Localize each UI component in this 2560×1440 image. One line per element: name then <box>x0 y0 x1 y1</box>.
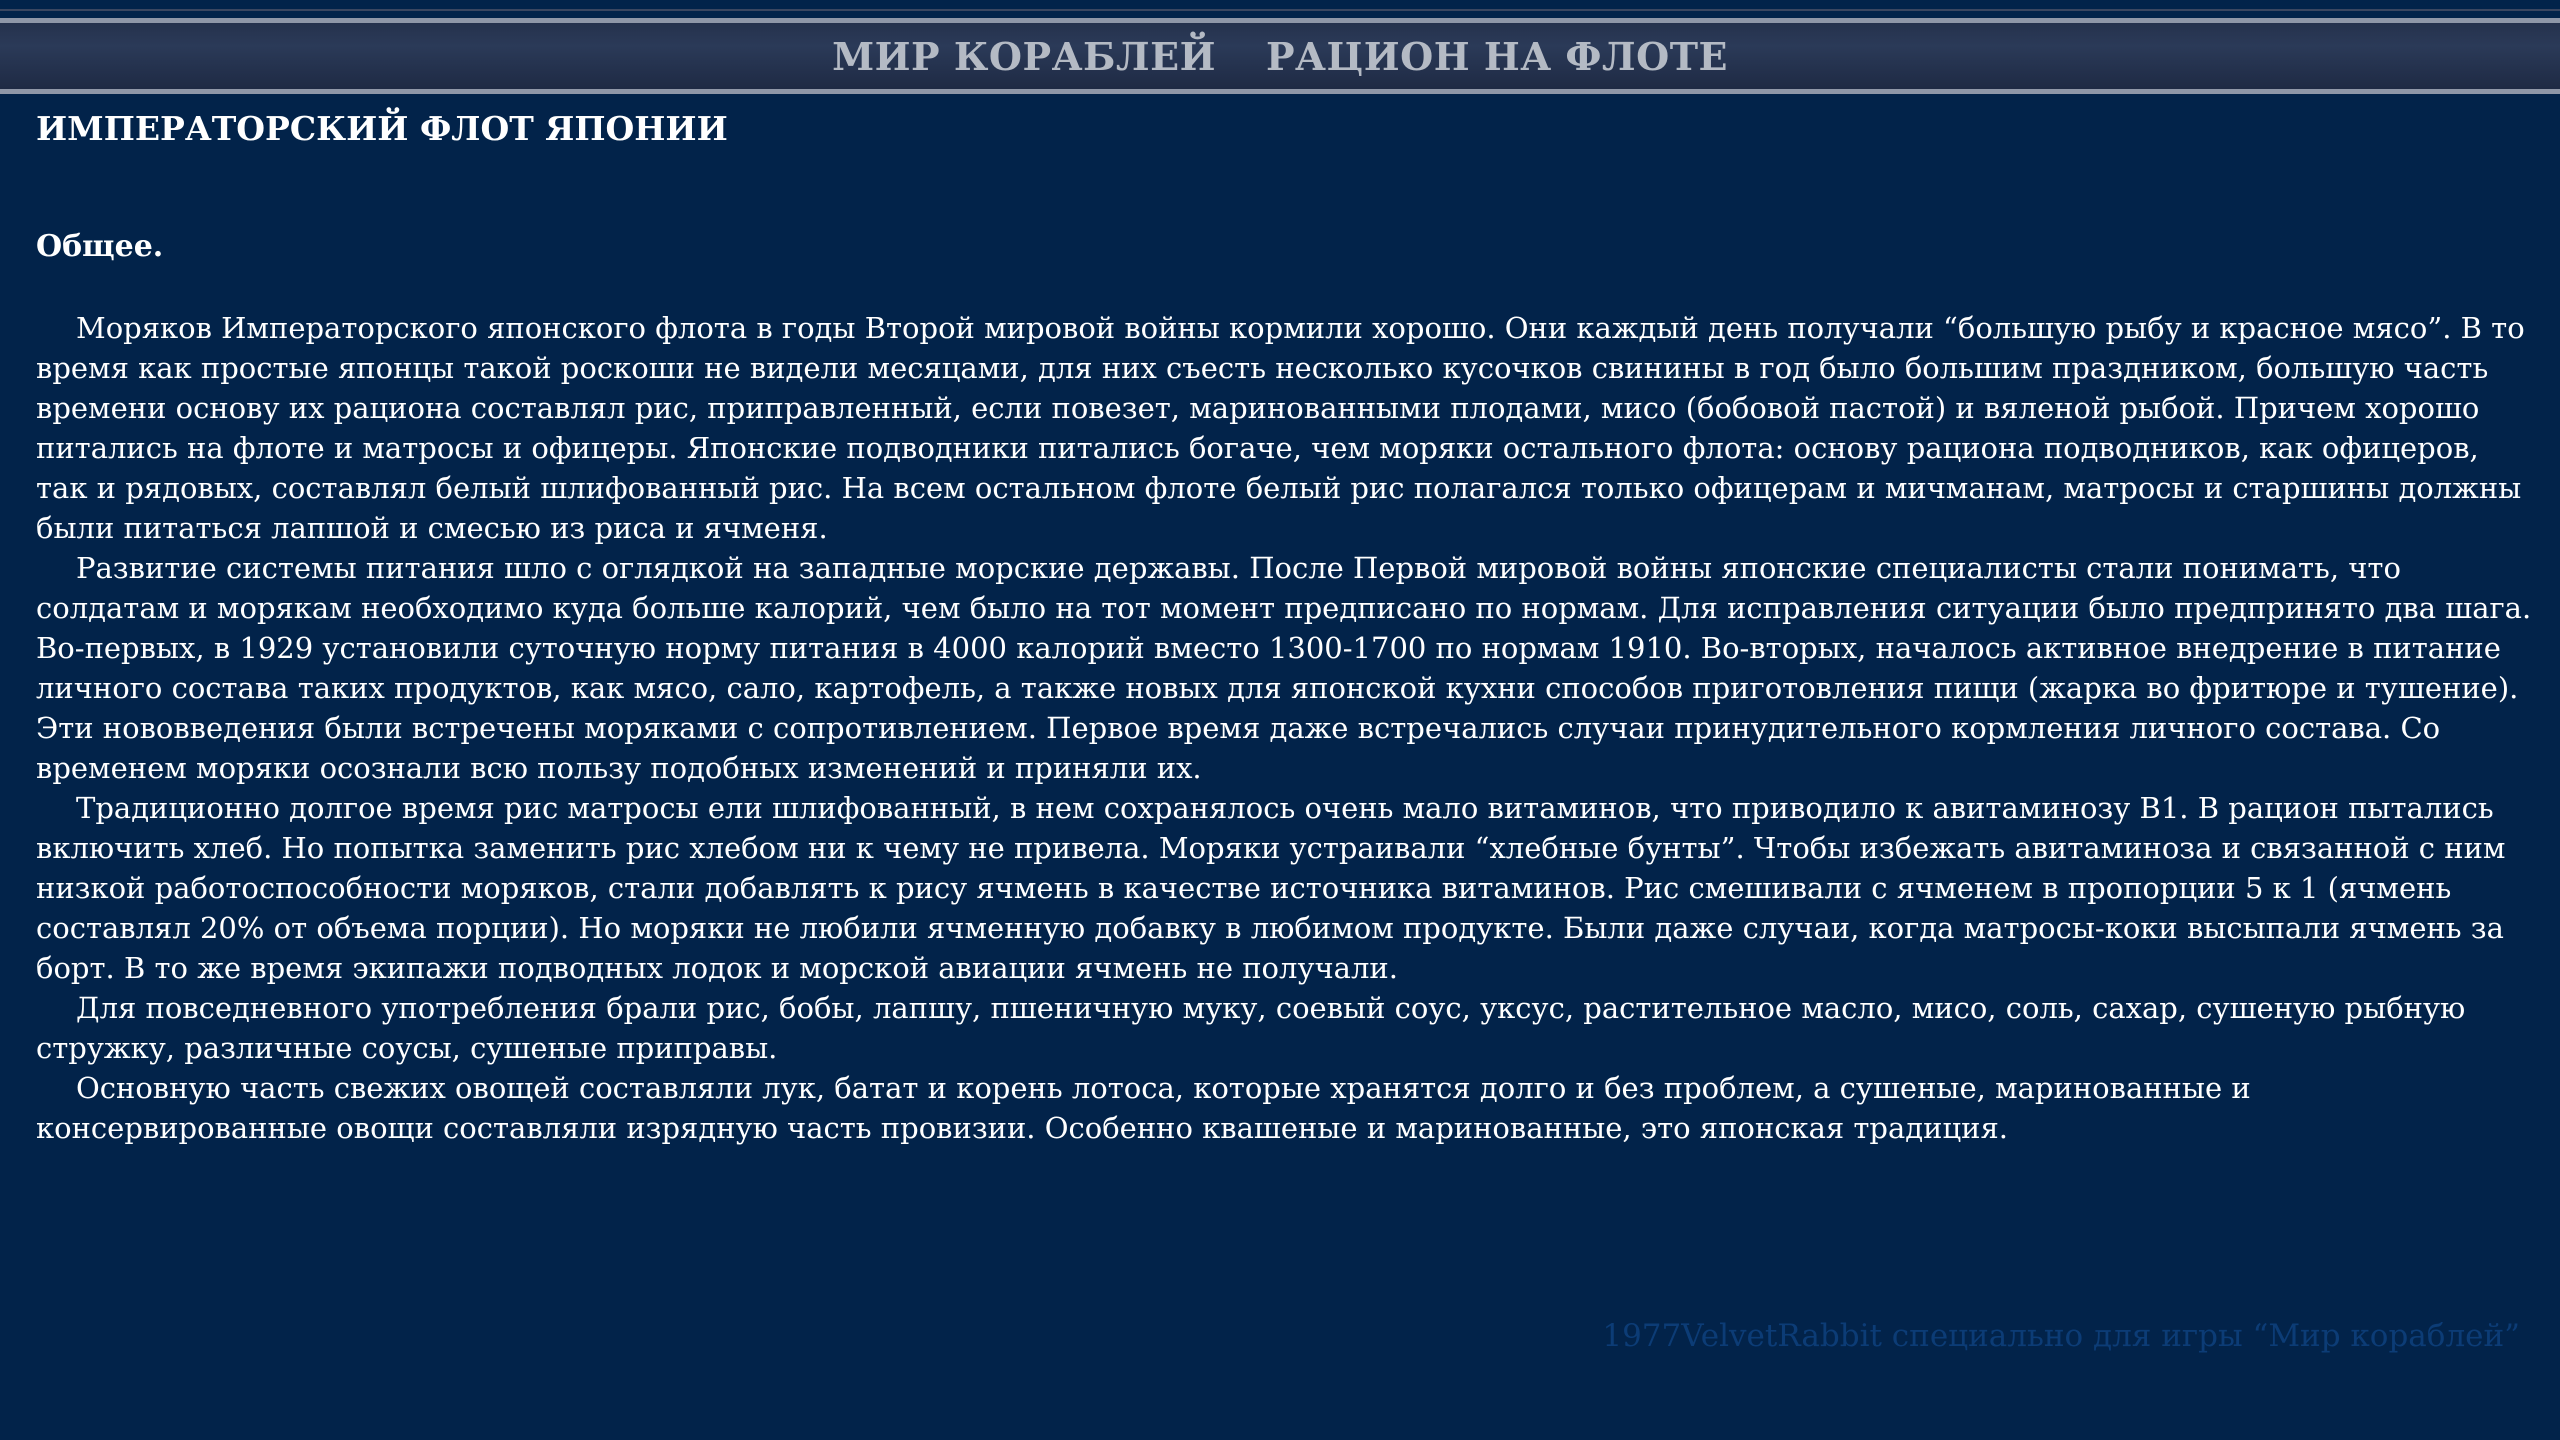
body-text <box>36 308 2534 1148</box>
document-content <box>36 108 2534 1148</box>
paragraph-5: Основную часть свежих овощей составляли лук, батат и корень лотоса, которые хранятся долго и без проблем, а сушеные, маринованные и консервированные овощи составляли изрядную часть провизии. Особенно квашеные и маринованные, это японская традиция. <box>36 1070 2251 1145</box>
paragraph-3: Традиционно долгое время рис матросы ели шлифованный, в нем сохранялось очень мало витаминов, что приводило к авитаминозу В1. В рацион пытались включить хлеб. Но попытка заменить рис хлебом ни к чему не привела. Моряки устраивали “хлебные бунты”. Чтобы избежать авитаминоза и связанной с ним низкой работоспособности моряков, стали добавлять к рису ячмень в качестве источника витаминов. Рис смешивали с ячменем в пропорции 5 к 1 (ячмень составлял 20% от объема порции). Но моряки не любили ячменную добавку в любимом продукте. Были даже случаи, когда матросы-коки высыпали ячмень за борт. В то же время экипажи подводных лодок и морской авиации ячмень не получали. <box>36 790 2506 985</box>
author-signature: 1977VelvetRabbit специально для игры “Мир кораблей” <box>1602 1318 2520 1354</box>
header-bar <box>0 18 2560 94</box>
paragraph-1: Моряков Императорского японского флота в годы Второй мировой войны кормили хорошо. Они каждый день получали “большую рыбу и красное мясо”. В то время как простые японцы такой роскоши не видели месяцами, для них съесть несколько кусочков свинины в год было большим праздником, большую часть времени основу их рациона составлял рис, приправленный, если повезет, маринованными плодами, мисо (бобовой пастой) и вяленой рыбой. Причем хорошо питались на флоте и матросы и офицеры. Японские подводники питались богаче, чем моряки остального флота: основу рациона подводников, как офицеров, так и рядовых, составлял белый шлифованный рис. На всем остальном флоте белый рис полагался только офицерам и мичманам, матросы и старшины должны были питаться лапшой и смесью из риса и ячменя. <box>36 310 2525 545</box>
page-title: ИМПЕРАТОРСКИЙ ФЛОТ ЯПОНИИ <box>36 109 728 148</box>
section-heading: Общее. <box>36 228 164 264</box>
paragraph-2: Развитие системы питания шло с оглядкой на западные морские державы. После Первой мировой войны японские специалисты стали понимать, что солдатам и морякам необходимо куда больше калорий, чем было на тот момент предписано по нормам. Для исправления ситуации было предпринято два шага. Во-первых, в 1929 установили суточную норму питания в 4000 калорий вместо 1300-1700 по нормам 1910. Во-вторых, началось активное внедрение в питание личного состава таких продуктов, как мясо, сало, картофель, а также новых для японской кухни способов приготовления пищи (жарка во фритюре и тушение). Эти нововведения были встречены моряками с сопротивлением. Первое время даже встречались случаи принудительного кормления личного состава. Со временем моряки осознали всю пользу подобных изменений и приняли их. <box>36 550 2532 785</box>
header-title-fleet-ration: РАЦИОН НА ФЛОТЕ <box>1265 33 1728 79</box>
header-title-world-of-ships: МИР КОРАБЛЕЙ <box>832 33 1216 79</box>
paragraph-4: Для повседневного употребления брали рис, бобы, лапшу, пшеничную муку, соевый соус, уксус, растительное масло, мисо, соль, сахар, сушеную рыбную стружку, различные соусы, сушеные приправы. <box>36 990 2466 1065</box>
